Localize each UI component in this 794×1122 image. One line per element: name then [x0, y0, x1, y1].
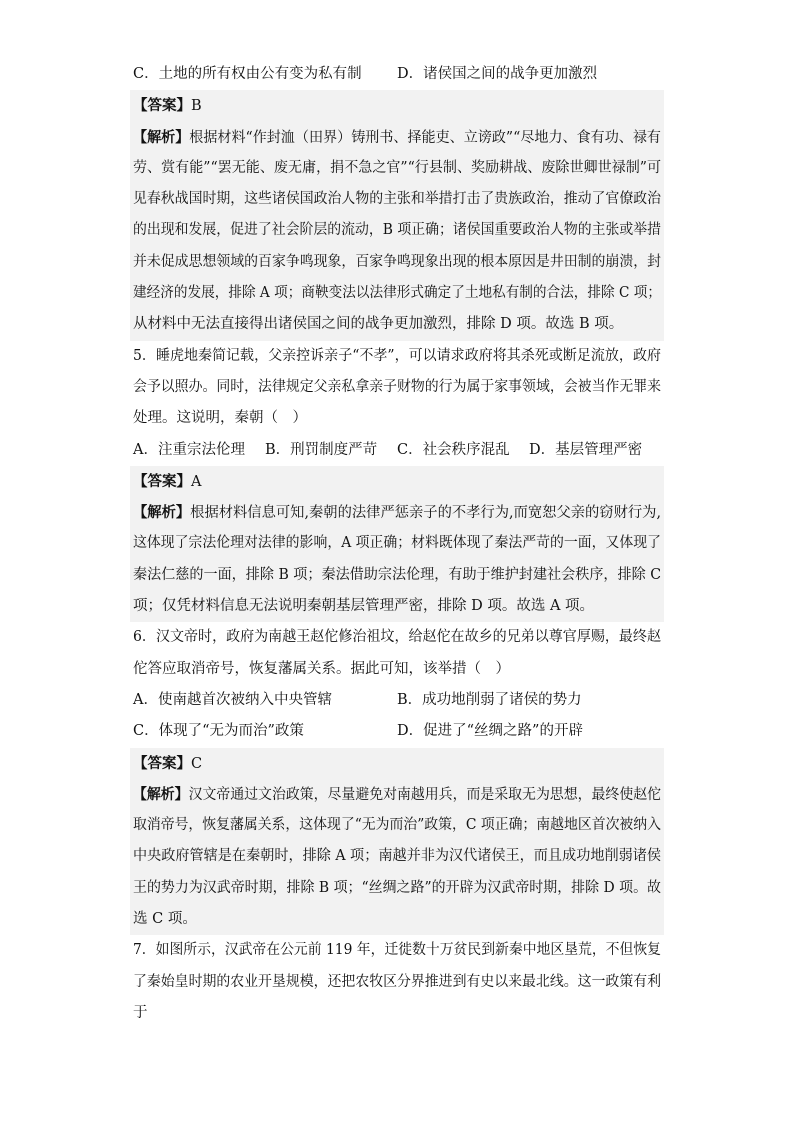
q5-analysis-line — [133, 497, 661, 528]
q4-analysis-line: 见春秋战国时期，这些诸侯国政治人物的主张和举措打击了贵族政治，推动了官僚政治 — [133, 191, 661, 208]
q6-analysis-line: 选 C 项。 — [133, 911, 197, 928]
q5-analysis-line: 秦法仁慈的一面，排除 B 项；秦法借助宗法伦理，有助于维护封建社会秩序，排除 C — [133, 566, 661, 583]
q6-option-d: D．促进了“丝绸之路”的开辟 — [397, 723, 583, 740]
document-content — [133, 59, 661, 1029]
q4-analysis-line: 的出现和发展，促进了社会阶层的流动，B 项正确；诸侯国重要政治人物的主张或举措 — [133, 222, 661, 239]
q6-analysis-line: 取消帝号，恢复藩属关系，这体现了“无为而治”政策，C 项正确；南越地区首次被纳入 — [133, 817, 661, 834]
q4-analysis-label: 【解析】 — [133, 128, 190, 146]
q5-answer-line — [133, 466, 661, 497]
q5-options-row — [133, 435, 661, 466]
q6-answer-value: C — [191, 755, 203, 772]
q6-answer-line — [133, 748, 661, 779]
q4-answer-label: 【答案】 — [133, 97, 191, 115]
q4-analysis-line: 劳、赏有能”“罢无能、废无庸，捐不急之官”“行县制、奖励耕战、废除世卿世禄制”可 — [133, 159, 661, 176]
q4-answer-box — [130, 90, 664, 340]
q4-analysis-line — [133, 122, 661, 153]
q5-stem-line: 会予以照办。同时，法律规定父亲私拿亲子财物的行为属于家事领域，会被当作无罪来 — [133, 378, 661, 395]
q5-answer-label: 【答案】 — [133, 472, 191, 490]
q7-stem-line: 了秦始皇时期的农业开垦规模，还把农牧区分界推进到有史以来最北线。这一政策有利 — [133, 973, 661, 990]
q6-option-b: B．成功地削弱了诸侯的势力 — [397, 691, 582, 708]
q5-option-b: B．刑罚制度严苛 — [265, 441, 378, 458]
q6-answer-box — [130, 748, 664, 936]
q7-stem-line: 7．如图所示，汉武帝在公元前 119 年，迁徙数十万贫民到新秦中地区垦荒，不但恢复 — [133, 942, 661, 959]
q5-option-a: A．注重宗法伦理 — [133, 441, 245, 458]
q6-answer-label: 【答案】 — [133, 754, 191, 772]
q5-option-c: C．社会秩序混乱 — [397, 441, 510, 458]
q4-answer-line — [133, 90, 661, 121]
q4-analysis-line: 建经济的发展，排除 A 项；商鞅变法以法律形式确定了土地私有制的合法，排除 C 项； — [133, 285, 661, 302]
q5-analysis-line: 项；仅凭材料信息无法说明秦朝基层管理严密，排除 D 项。故选 A 项。 — [133, 598, 595, 615]
q5-answer-box — [130, 466, 664, 622]
q6-analysis-line — [133, 779, 661, 810]
q6-analysis-line: 王的势力为汉武帝时期，排除 B 项；“丝绸之路”的开辟为汉武帝时期，排除 D 项。故 — [133, 879, 661, 896]
q6-options-row — [133, 716, 661, 747]
q6-stem-line: 6．汉文帝时，政府为南越王赵佗修治祖坟，给赵佗在故乡的兄弟以尊官厚赐，最终赵 — [133, 629, 661, 646]
q5-answer-value: A — [191, 473, 202, 490]
q4-option-d: D．诸侯国之间的战争更加激烈 — [397, 66, 598, 82]
q5-stem-line: 5．睡虎地秦简记载，父亲控诉亲子“不孝”，可以请求政府将其杀死或断足流放，政府 — [133, 347, 661, 364]
q5-analysis-text: 根据材料信息可知,秦朝的法律严惩亲子的不孝行为,而宽恕父亲的窃财行为, — [190, 505, 661, 522]
q4-analysis-line: 并未促成思想领域的百家争鸣现象，百家争鸣现象出现的根本原因是井田制的崩溃，封 — [133, 253, 661, 270]
q7-stem-line: 于 — [133, 1004, 148, 1021]
q6-options-row — [133, 685, 661, 716]
q5-analysis-label: 【解析】 — [133, 504, 191, 522]
q5-analysis-line: 这体现了宗法伦理对法律的影响，A 项正确；材料既体现了秦法严苛的一面，又体现了 — [133, 535, 661, 552]
q5-option-d: D．基层管理严密 — [529, 441, 643, 458]
q4-option-c: C．土地的所有权由公有变为私有制 — [133, 66, 362, 82]
q4-answer-value: B — [191, 98, 202, 115]
q4-options-row — [133, 59, 661, 90]
q6-stem-line: 佗答应取消帝号，恢复藩属关系。据此可知，该举措（ ） — [133, 660, 510, 677]
q6-option-c: C．体现了“无为而治”政策 — [133, 723, 304, 740]
q5-stem-line: 处理。这说明，秦朝（ ） — [133, 410, 307, 427]
q6-analysis-label: 【解析】 — [133, 785, 189, 803]
q6-option-a: A．使南越首次被纳入中央管辖 — [133, 691, 332, 708]
q4-analysis-line: 从材料中无法直接得出诸侯国之间的战争更加激烈，排除 D 项。故选 B 项。 — [133, 316, 624, 333]
q6-analysis-line: 中央政府管辖是在秦朝时，排除 A 项；南越并非为汉代诸侯王，而且成功地削弱诸侯 — [133, 848, 661, 865]
q4-analysis-text: 根据材料“作封洫（田界）铸刑书、择能吏、立谤政”“尽地力、食有功、禄有 — [189, 129, 662, 146]
q6-analysis-text: 汉文帝通过文治政策，尽量避免对南越用兵，而是采取无为思想，最终使赵佗 — [188, 786, 661, 803]
